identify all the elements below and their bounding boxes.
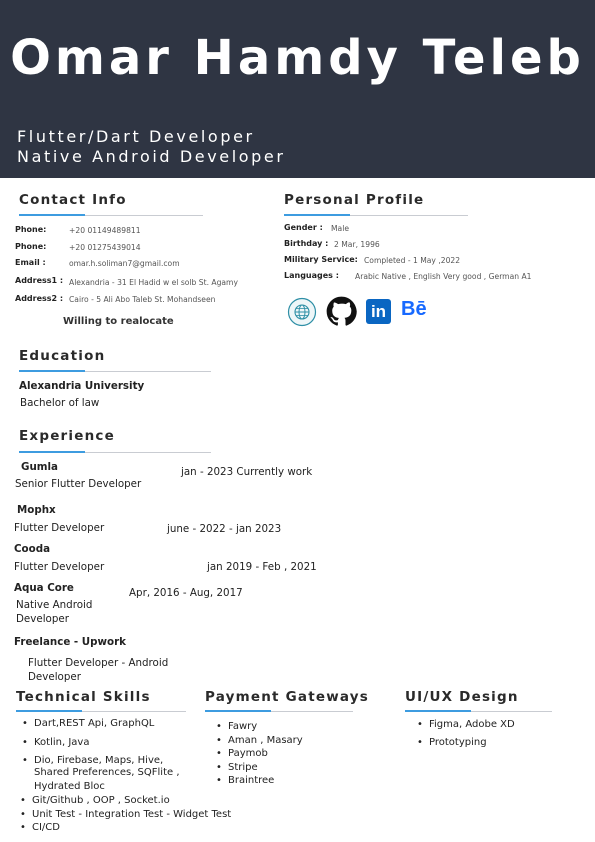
skill-item-cont-2: Hydrated Bloc: [34, 781, 105, 792]
birthday: 2 Mar, 1996: [334, 240, 380, 249]
skill-item: • CI/CD: [20, 821, 231, 835]
payments-list: [216, 720, 303, 788]
full-name: Omar Hamdy Teleb: [10, 30, 585, 86]
exp-role-3: Flutter Developer: [14, 561, 105, 573]
gender: Male: [331, 224, 349, 233]
contact-rule: [19, 215, 203, 216]
job-title-2: Native Android Developer: [17, 147, 286, 166]
skills-list-2: [20, 794, 231, 835]
contact-heading: Contact Info: [19, 192, 127, 208]
education-rule: [19, 371, 211, 372]
profile-rule: [284, 215, 468, 216]
header-banner: [0, 0, 595, 178]
gender-label: Gender :: [284, 223, 323, 232]
languages: Arabic Native , English Very good , German A1: [355, 272, 532, 281]
military: Completed - 1 May ,2022: [364, 256, 461, 265]
exp-role-1: Senior Flutter Developer: [15, 478, 142, 490]
uiux-heading: UI/UX Design: [405, 689, 519, 705]
address1-label: Address1 :: [15, 276, 64, 285]
exp-period-2: june - 2022 - jan 2023: [167, 523, 282, 535]
payment-item: • Aman , Masary: [216, 734, 303, 748]
skill-item: • Git/Github , OOP , Socket.io: [20, 794, 231, 808]
skill-item-cont-1: Shared Preferences, SQFlite ,: [34, 767, 180, 778]
relocate-note: Willing to realocate: [63, 316, 174, 327]
exp-company-2: Mophx: [17, 504, 56, 516]
payments-heading: Payment Gateways: [205, 689, 370, 705]
exp-role-5b: Developer: [28, 671, 81, 683]
payment-item: • Fawry: [216, 720, 303, 734]
address2: Cairo - 5 Ali Abo Taleb St. Mohandseen: [69, 295, 216, 304]
exp-period-4: Apr, 2016 - Aug, 2017: [129, 587, 243, 599]
exp-company-1: Gumla: [21, 461, 58, 473]
school-name: Alexandria University: [19, 380, 145, 392]
exp-role-4a: Native Android: [16, 599, 93, 611]
skill-item: • Dio, Firebase, Maps, Hive,: [22, 754, 163, 768]
skill-item: • Kotlin, Java: [22, 736, 163, 750]
uiux-item: • Prototyping: [417, 736, 515, 750]
globe-icon[interactable]: [287, 297, 317, 327]
address1: Alexandria - 31 El Hadid w el solb St. Agamy: [69, 278, 238, 287]
exp-company-3: Cooda: [14, 543, 51, 555]
degree: Bachelor of law: [20, 397, 100, 409]
exp-period-3: jan 2019 - Feb , 2021: [207, 561, 317, 573]
address2-label: Address2 :: [15, 294, 64, 303]
email: omar.h.soliman7@gmail.com: [69, 259, 180, 268]
experience-rule: [19, 452, 211, 453]
profile-heading: Personal Profile: [284, 192, 425, 208]
uiux-item: • Figma, Adobe XD: [417, 718, 515, 732]
exp-role-4b: Developer: [16, 613, 69, 625]
behance-icon[interactable]: Bē: [401, 298, 427, 320]
linkedin-icon[interactable]: in: [366, 299, 391, 324]
exp-role-5a: Flutter Developer - Android: [28, 657, 169, 669]
phone-label-2: Phone:: [15, 242, 47, 251]
military-label: Military Service:: [284, 255, 358, 264]
skills-rule: [16, 711, 186, 712]
exp-role-2: Flutter Developer: [14, 522, 105, 534]
payment-item: • Braintree: [216, 774, 303, 788]
job-title-1: Flutter/Dart Developer: [17, 127, 255, 146]
uiux-rule: [405, 711, 552, 712]
education-heading: Education: [19, 348, 106, 364]
exp-period-1: jan - 2023 Currently work: [181, 466, 313, 478]
phone-1: +20 01149489811: [69, 226, 141, 235]
phone-2: +20 01275439014: [69, 243, 141, 252]
payment-item: • Paymob: [216, 747, 303, 761]
exp-company-4: Aqua Core: [14, 582, 74, 594]
email-label: Email :: [15, 258, 46, 267]
languages-label: Languages :: [284, 271, 339, 280]
github-icon[interactable]: [326, 296, 357, 327]
skills-heading: Technical Skills: [16, 689, 151, 705]
payment-item: • Stripe: [216, 761, 303, 775]
phone-label-1: Phone:: [15, 225, 47, 234]
skill-item: • Unit Test - Integration Test - Widget Test: [20, 808, 231, 822]
payments-rule: [205, 711, 353, 712]
experience-heading: Experience: [19, 428, 115, 444]
skills-list: [22, 717, 163, 768]
exp-company-5: Freelance - Upwork: [14, 636, 127, 648]
birthday-label: Birthday :: [284, 239, 329, 248]
skill-item: • Dart,REST Api, GraphQL: [22, 717, 163, 731]
uiux-list: [417, 718, 515, 749]
